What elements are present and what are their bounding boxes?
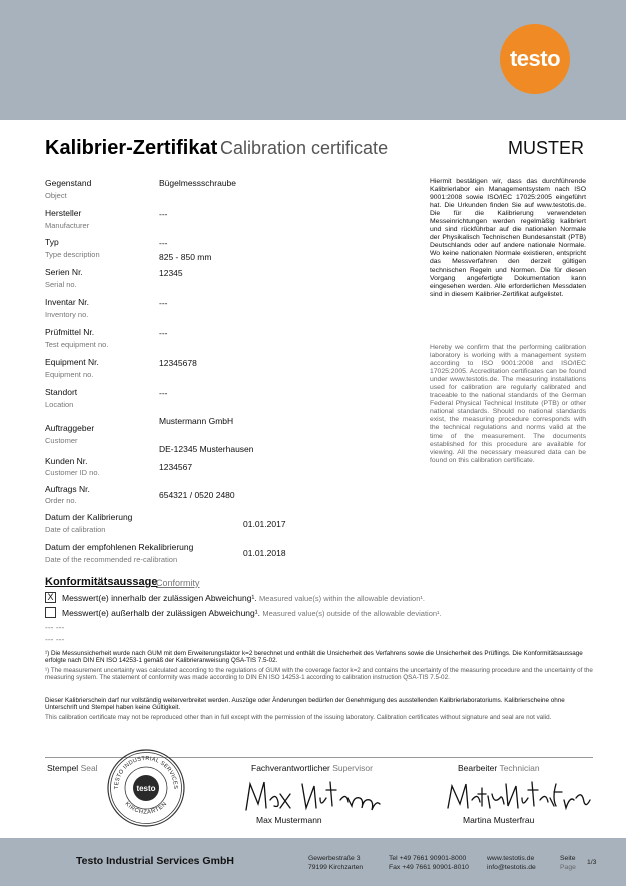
seal-logo: testo	[136, 784, 156, 793]
field-label: Kunden Nr.	[45, 456, 88, 466]
field-value: Bügelmessschraube	[159, 178, 237, 188]
footer-email[interactable]: info@testotis.de	[487, 864, 536, 871]
field-sublabel: Object	[45, 191, 67, 200]
checkbox-within: X	[45, 592, 56, 603]
reproduction-note-en: This calibration certificate may not be reproduced other than in full except with the permission of the issuing laboratory. Calibration certificates without signature and seal are not valid.	[45, 714, 552, 721]
field-label: Auftrags Nr.	[45, 484, 90, 494]
field-value-2: DE-12345 Musterhausen	[159, 444, 254, 454]
field-label: Equipment Nr.	[45, 357, 99, 367]
technician-label	[458, 763, 540, 773]
footer-tel: Tel +49 7661 90901-8000	[389, 855, 467, 862]
title-en: Calibration certificate	[220, 138, 389, 158]
footer-web[interactable]: www.testotis.de	[487, 855, 535, 862]
field-value: Mustermann GmbH	[159, 416, 234, 426]
field-sublabel: Date of the recommended re-calibration	[45, 555, 178, 564]
field-value: 12345	[159, 268, 183, 278]
field-value: 01.01.2018	[243, 548, 286, 558]
footnote-de: ¹) Die Messunsicherheit wurde nach GUM mit dem Erweiterungsfaktor k=2 berechnet und enthält die Unsicherheit des Verfahrens sowie die Unsicherheit des Prüflings. Die Konformitätsaussage erfolgte nach DIN EN ISO 14253-1 gemäß der Kalibrieranweisung QSA-TIS 7.5-02.	[45, 650, 583, 665]
stamp-label-en: Seal	[80, 763, 98, 773]
field-value: ---	[159, 209, 168, 219]
field-label: Gegenstand	[45, 178, 92, 188]
title-de: Kalibrier-Zertifikat	[45, 137, 218, 159]
conformity-item-de: Messwert(e) außerhalb der zulässigen Abweichung¹.	[62, 608, 260, 618]
field-label: Serien Nr.	[45, 267, 83, 277]
field-label: Hersteller	[45, 208, 82, 218]
stamp-label-de: Stempel	[47, 763, 79, 773]
logo-text: testo	[509, 46, 561, 71]
field-value: 1234567	[159, 462, 193, 472]
field-value: 12345678	[159, 358, 197, 368]
field-value: ---	[159, 238, 168, 248]
dash-line: --- ---	[45, 622, 65, 632]
field-label: Typ	[45, 237, 59, 247]
technician-signature	[444, 776, 594, 816]
field-value-2: 825 - 850 mm	[159, 252, 212, 262]
footer-page-number: 1/3	[587, 859, 597, 866]
stamp-label	[47, 763, 98, 773]
field-label: Standort	[45, 387, 78, 397]
supervisor-name: Max Mustermann	[256, 815, 322, 825]
technician-name: Martina Musterfrau	[463, 815, 535, 825]
field-label: Datum der empfohlenen Rekalibrierung	[45, 542, 194, 552]
field-value: 654321 / 0520 2480	[159, 490, 235, 500]
field-sublabel: Customer ID no.	[45, 468, 100, 477]
footer-fax: Fax +49 7661 90901-8010	[389, 864, 469, 871]
supervisor-label	[251, 763, 373, 773]
field-label: Datum der Kalibrierung	[45, 512, 133, 522]
svg-text:KIRCHZARTEN	[124, 801, 169, 816]
conformity-item-en: Measured value(s) within the allowable deviation¹.	[259, 594, 425, 603]
statement-de: Hiermit bestätigen wir, dass das durchführende Kalibrierlabor ein Managementsystem nach ISO 9001:2008 sowie ISO/IEC 17025:2005 eingeführt hat. Die Urkunden finden Sie auf www.testotis.de. Die für die Kalibrierung verwendeten Messeinrichtungen werden regelmäßig kalibriert und sind rückführbar auf die nationalen Normale der Physikalisch Technischen Bundesanstalt (PTB) Deutschlands oder auf andere nationale Normale. Wo keine nationalen Normale existieren, entspricht das Messverfahren den derzeit gültigen technischen Regeln und Normen. Die für diesen Vorgang angefertigte Dokumentation kann eingesehen werden. Alle erforderlichen Messdaten sind in diesem Kalibrier-Zertifikat aufgelistet.	[430, 178, 586, 298]
statement-en: Hereby we confirm that the performing calibration laboratory is working with a management system according to ISO 9001:2008 and ISO/IEC 17025:2005. Accreditation certificates can be found under www.testotis.de. The measuring installations used for calibration are regularly calibrated and traceable to the national standards of the German Federal Physical Technical Institute (PTB) or other national standards. Should no national standards exist, the measuring procedure corresponds with the technical regulations and norms valid at the time of the measurement. The documents established for this procedure are available for viewing. All the necessary measured data can be found on this calibration certificate.	[430, 344, 586, 464]
technician-label-en: Technician	[499, 763, 540, 773]
footnote-en: ¹) The measurement uncertainty was calculated according to the regulations of GUM with the coverage factor k=2 and contains the uncertainty of the measuring procedure and the uncertainty of the measuring system. The statement of conformity was made according to DIN EN ISO 14253-1 according to calibration instruction QSA-TIS 7.5-02.	[45, 667, 593, 682]
field-sublabel: Serial no.	[45, 280, 77, 289]
supervisor-signature	[240, 776, 390, 816]
field-sublabel: Type description	[45, 250, 100, 259]
seal-ring-top: TESTO INDUSTRIAL SERVICES	[113, 755, 179, 790]
conformity-item-de: Messwert(e) innerhalb der zulässigen Abweichung¹.	[62, 593, 257, 603]
checkbox-outside	[45, 607, 56, 618]
field-label: Auftraggeber	[45, 423, 95, 433]
field-sublabel: Date of calibration	[45, 525, 106, 534]
conformity-item	[62, 593, 425, 603]
field-sublabel: Manufacturer	[45, 221, 90, 230]
conformity-title: Konformitätsaussage	[45, 576, 158, 588]
company-seal	[106, 748, 186, 828]
field-value: 01.01.2017	[243, 519, 286, 529]
dash-line: --- ---	[45, 634, 65, 644]
testo-logo	[500, 24, 570, 94]
footer-city: 79199 Kirchzarten	[308, 864, 364, 871]
field-value: ---	[159, 328, 168, 338]
supervisor-label-de: Fachverantwortlicher	[251, 763, 330, 773]
field-label: Prüfmittel Nr.	[45, 327, 95, 337]
seal-ring-bottom: KIRCHZARTEN	[123, 801, 169, 816]
field-sublabel: Test equipment no.	[45, 340, 109, 349]
conformity-title-en: Conformity	[156, 578, 200, 588]
reproduction-note-de: Dieser Kalibrierschein darf nur vollständig weiterverbreitet werden. Auszüge oder Änderungen bedürfen der Genehmigung des ausstellenden Kalibrierlaboratoriums. Kalibrierscheine ohne Unterschrift und Stempel haben keine Gültigkeit.	[45, 697, 565, 712]
footer-page-en: Page	[560, 864, 576, 871]
field-sublabel: Order no.	[45, 496, 77, 505]
muster-label: MUSTER	[508, 138, 584, 158]
field-sublabel: Location	[45, 400, 74, 409]
conformity-item-en: Measured value(s) outside of the allowable deviation¹.	[262, 609, 442, 618]
field-value: ---	[159, 388, 168, 398]
supervisor-label-en: Supervisor	[332, 763, 373, 773]
field-sublabel: Customer	[45, 436, 78, 445]
footer-company: Testo Industrial Services GmbH	[76, 855, 234, 867]
technician-label-de: Bearbeiter	[458, 763, 498, 773]
footer-page-de: Seite	[560, 855, 576, 862]
field-label: Inventar Nr.	[45, 297, 89, 307]
conformity-item	[62, 608, 442, 618]
field-sublabel: Equipment no.	[45, 370, 94, 379]
field-sublabel: Inventory no.	[45, 310, 89, 319]
field-value: ---	[159, 298, 168, 308]
footer-street: Gewerbestraße 3	[308, 855, 361, 862]
